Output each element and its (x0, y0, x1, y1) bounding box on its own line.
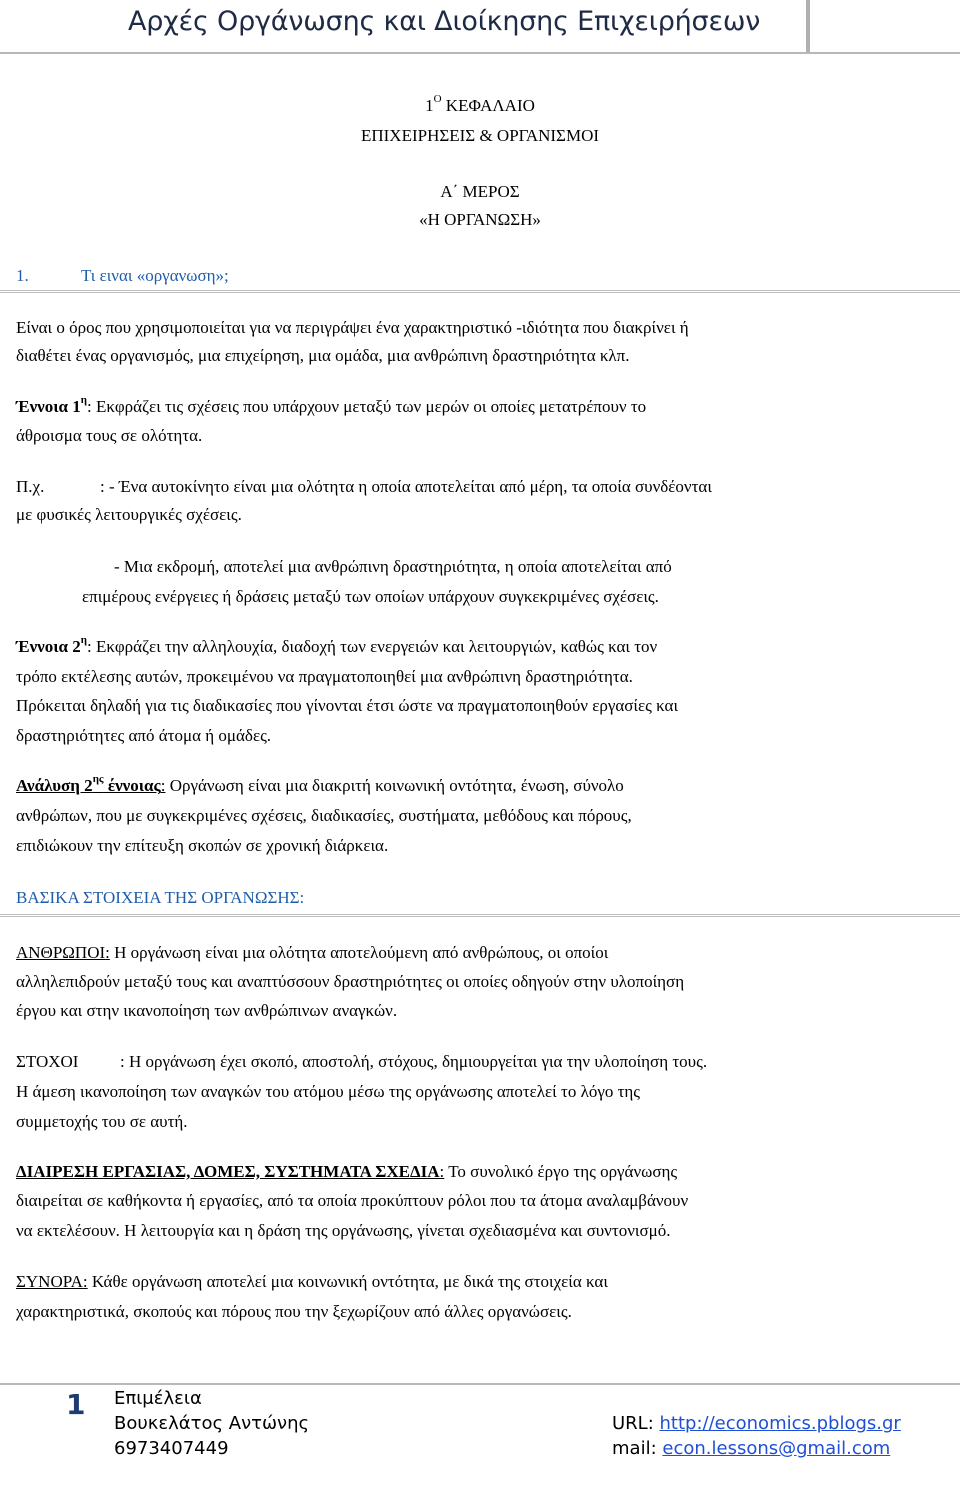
document-header-title: Αρχές Οργάνωσης και Διοίκησης Επιχειρήσεων (128, 6, 761, 37)
goals-line-2: Η άμεση ικανοποίηση των αναγκών του ατόμου μέσω της οργάνωσης αποτελεί το λόγο της (16, 1082, 641, 1101)
footer-role: Επιμέλεια (114, 1388, 202, 1409)
division-label: ΔΙΑΙΡΕΣΗ ΕΡΓΑΣΙΑΣ, ΔΟΜΕΣ, ΣΥΣΤΗΜΑΤΑ ΣΧΕΔΙΑ (16, 1162, 440, 1181)
footer-mail-row (612, 1438, 890, 1459)
example-label: Π.χ. (16, 477, 45, 496)
borders-line-1: ΣΥΝΟΡΑ: Κάθε οργάνωση αποτελεί μια κοινωνική οντότητα, με δικά της στοιχεία και (16, 1272, 608, 1291)
goals-line-1: : Η οργάνωση έχει σκοπό, αποστολή, στόχους, δημιουργείται για την υλοποίηση τους. (120, 1052, 708, 1071)
part-title: «Η ΟΡΓΑΝΩΣΗ» (419, 210, 541, 229)
question-heading (16, 266, 229, 286)
analysis-line-3: επιδιώκουν την επίτευξη σκοπών σε χρονική διάρκεια. (16, 836, 389, 855)
email-link[interactable]: econ.lessons@gmail.com (662, 1438, 891, 1459)
analysis-line-2: ανθρώπων, που με συγκεκριμένες σχέσεις, διαδικασίες, συστήματα, μεθόδους και πόρους, (16, 806, 632, 825)
basics-heading: ΒΑΣΙΚΑ ΣΤΟΙΧΕΙΑ ΤΗΣ ΟΡΓΑΝΩΣΗΣ: (16, 888, 305, 907)
people-label: ΑΝΘΡΩΠΟΙ (16, 943, 106, 962)
header-divider (806, 0, 810, 52)
analysis-label: Ανάλυση $2^{\eta\varsigma}$ έννοιας (16, 773, 161, 795)
intro-line-2: διαθέτει ένας οργανισμός, μια επιχείρηση, μια ομάδα, μια ανθρώπινη δραστηριότητα κλπ. (16, 346, 630, 365)
question-text: Τι ειναι «οργανωση»; (80, 266, 229, 285)
footer-phone: 6973407449 (114, 1438, 229, 1459)
basics-rule (0, 914, 960, 917)
people-line-1: ΑΝΘΡΩΠΟΙ: Η οργάνωση είναι μια ολότητα αποτελούμενη από ανθρώπους, οι οποίοι (16, 943, 609, 962)
concept2-line-1: Έννοια $2^\eta$: Εκφράζει την αλληλουχία, διαδοχή των ενεργειών και λειτουργιών, καθώς και τον (16, 634, 658, 656)
example-line-2: με φυσικές λειτουργικές σχέσεις. (16, 505, 242, 524)
header-rule (0, 52, 960, 54)
concept1-line-2: άθροισμα τους σε ολότητα. (16, 426, 203, 445)
page-number: 1 (66, 1388, 86, 1421)
concept2-line-2: τρόπο εκτέλεσης αυτών, προκειμένου να πραγματοποιηθεί μια ανθρώπινη δραστηριότητα. (16, 667, 633, 686)
example-line-3: - Μια εκδρομή, αποτελεί μια ανθρώπινη δραστηριότητα, η οποία αποτελείται από (114, 557, 672, 576)
example-line-4: επιμέρους ενέργειες ή δράσεις μεταξύ των οποίων υπάρχουν συγκεκριμένες σχέσεις. (82, 587, 659, 606)
website-link[interactable]: http://economics.pblogs.gr (659, 1413, 901, 1434)
footer-url-row (612, 1413, 901, 1434)
concept1-label: Έννοια 1 (16, 397, 81, 416)
concept1-line-1: Έννοια $1^\eta$: Εκφράζει τις σχέσεις που υπάρχουν μεταξύ των μερών οι οποίες μετατρέπουν το (16, 394, 647, 416)
analysis-line-1: Ανάλυση $2^{\eta\varsigma}$ έννοιας: Οργάνωση είναι μια διακριτή κοινωνική οντότητα, ένωση, σύνολο (16, 773, 624, 795)
concept2-line-4: δραστηριότητες από άτομα ή ομάδες. (16, 726, 272, 745)
footer-author-name: Βουκελάτος Αντώνης (114, 1413, 310, 1434)
people-line-3: έργου και στην ικανοποίηση των ανθρώπινων αναγκών. (16, 1001, 398, 1020)
concept2-line-3: Πρόκειται δηλαδή για τις διαδικασίες που γίνονται έτσι ώστε να πραγματοποιηθούν εργασίες και (16, 696, 679, 715)
concept2-label: Έννοια 2 (16, 637, 81, 656)
people-line-2: αλληλεπιδρούν μεταξύ τους και αναπτύσσουν δραστηριότητες οι οποίες οδηγούν στην υλοποίηση (16, 972, 685, 991)
example-line-1: : - Ένα αυτοκίνητο είναι μια ολότητα η οποία αποτελείται από μέρη, τα οποία συνδέονται (100, 477, 712, 496)
division-line-1: ΔΙΑΙΡΕΣΗ ΕΡΓΑΣΙΑΣ, ΔΟΜΕΣ, ΣΥΣΤΗΜΑΤΑ ΣΧΕΔΙΑ: Το συνολικό έργο της οργάνωσης (16, 1162, 678, 1181)
intro-line-1: Είναι ο όρος που χρησιμοποιείται για να περιγράψει ένα χαρακτηριστικό -ιδιότητα που διακρίνει ή (16, 318, 689, 337)
division-line-2: διαιρείται σε καθήκοντα ή εργασίες, από τα οποία προκύπτουν ρόλοι που τα άτομα αναλαμβάνουν (16, 1191, 689, 1210)
goals-label: ΣΤΟΧΟΙ (16, 1052, 79, 1071)
borders-line-2: χαρακτηριστικά, σκοπούς και πόρους που την ξεχωρίζουν από άλλες οργανώσεις. (16, 1302, 572, 1321)
chapter-heading: $1^O$ ΚΕΦΑΛΑΙΟ (425, 93, 535, 115)
url-label: URL: (612, 1413, 654, 1434)
division-line-3: να εκτελέσουν. Η λειτουργία και η δράση της οργάνωσης, γίνεται σχεδιασμένα και συντονισμό. (16, 1221, 671, 1240)
borders-label: ΣΥΝΟΡΑ (16, 1272, 83, 1291)
question-rule (0, 290, 960, 293)
mail-label: mail: (612, 1438, 657, 1459)
footer-rule (0, 1383, 960, 1385)
chapter-subtitle: ΕΠΙΧΕΙΡΗΣΕΙΣ & ΟΡΓΑΝΙΣΜΟΙ (360, 126, 600, 145)
goals-line-3: συμμετοχής του σε αυτή. (16, 1112, 188, 1131)
question-number: 1. (16, 266, 29, 285)
part-heading: Α΄ ΜΕΡΟΣ (440, 182, 520, 201)
